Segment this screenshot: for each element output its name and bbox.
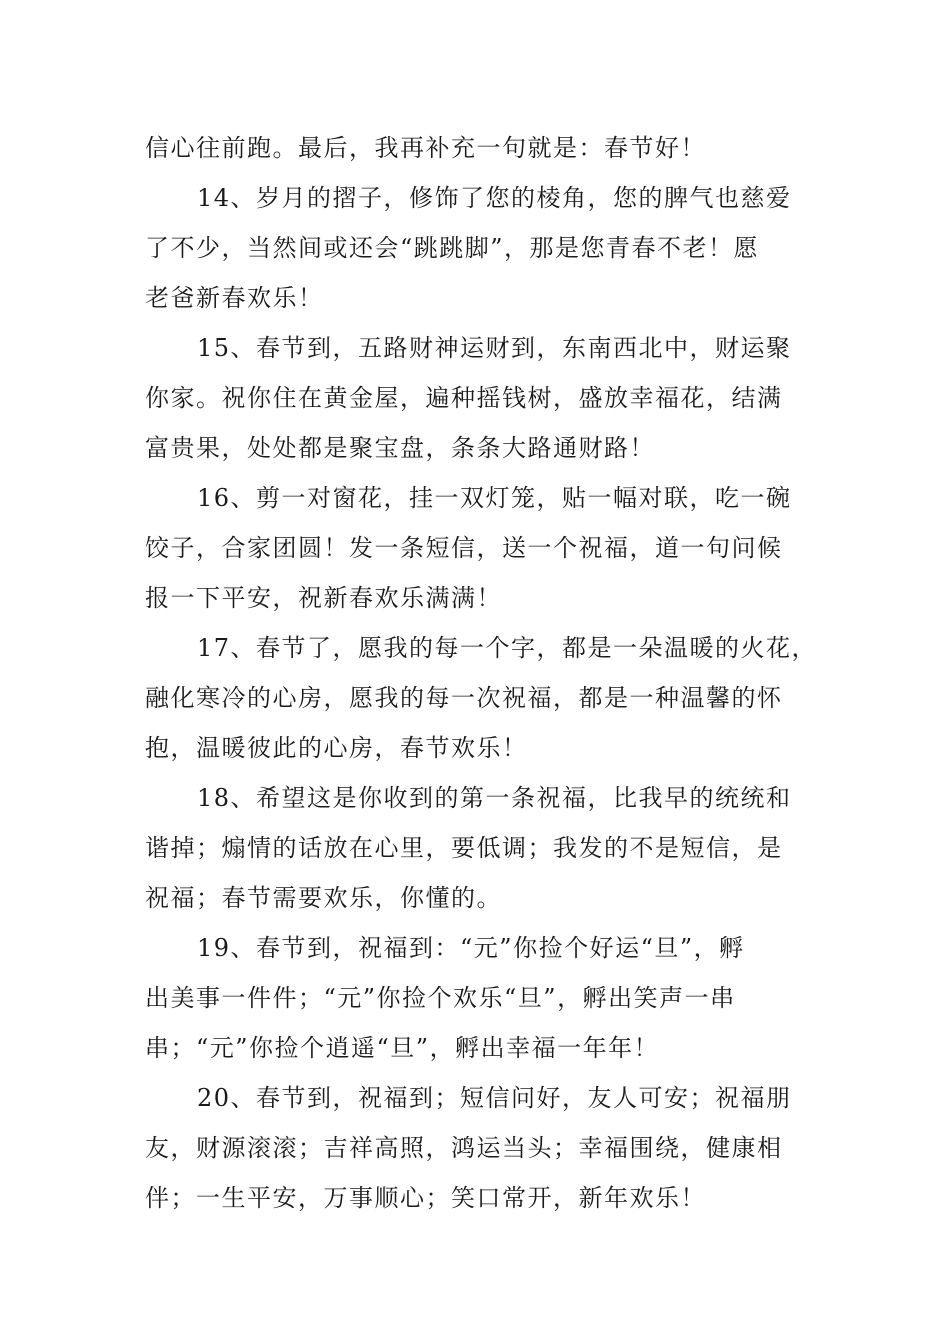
paragraph-16-line-2: 饺子，合家团圆！发一条短信，送一个祝福，道一句问候 — [145, 534, 783, 562]
paragraph-18-line-1: 18、希望这是你收到的第一条祝福，比我早的统统和 — [197, 784, 792, 812]
paragraph-17-line-3: 抱，温暖彼此的心房，春节欢乐！ — [145, 734, 528, 762]
paragraph-19-line-3: 串；“元”你捡个逍遥“旦”，孵出幸福一年年！ — [145, 1034, 660, 1062]
paragraph-15-line-2: 你家。祝你住在黄金屋，遍种摇钱树，盛放幸福花，结满 — [145, 384, 783, 412]
paragraph-17-line-2: 融化寒冷的心房，愿我的每一次祝福，都是一种温馨的怀 — [145, 684, 783, 712]
paragraph-15-line-3: 富贵果，处处都是聚宝盘，条条大路通财路！ — [145, 434, 655, 462]
paragraph-20-line-3: 伴；一生平安，万事顺心；笑口常开，新年欢乐！ — [145, 1184, 706, 1212]
paragraph-20-line-1: 20、春节到，祝福到；短信问好，友人可安；祝福朋 — [197, 1084, 792, 1112]
paragraph-17-line-1: 17、春节了，愿我的每一个字，都是一朵温暖的火花， — [197, 634, 818, 662]
paragraph-14-line-2: 了不少，当然间或还会“跳跳脚”，那是您青春不老！愿 — [145, 234, 760, 262]
paragraph-14-line-3: 老爸新春欢乐！ — [145, 284, 324, 312]
paragraph-19-line-2: 出美事一件件；“元”你捡个欢乐“旦”，孵出笑声一串 — [145, 984, 736, 1012]
paragraph-16-line-3: 报一下平安，祝新春欢乐满满！ — [145, 584, 502, 612]
paragraph-18-line-2: 谐掉；煽情的话放在心里，要低调；我发的不是短信，是 — [145, 834, 783, 862]
paragraph-19-line-1: 19、春节到，祝福到：“元”你捡个好运“旦”，孵 — [197, 934, 745, 962]
paragraph-14-line-1: 14、岁月的摺子，修饰了您的棱角，您的脾气也慈爱 — [197, 184, 792, 212]
paragraph-18-line-3: 祝福；春节需要欢乐，你懂的。 — [145, 884, 502, 912]
paragraph-20-line-2: 友，财源滚滚；吉祥高照，鸿运当头；幸福围绕，健康相 — [145, 1134, 783, 1162]
text-line: 信心往前跑。最后，我再补充一句就是：春节好！ — [145, 134, 706, 162]
paragraph-15-line-1: 15、春节到，五路财神运财到，东南西北中，财运聚 — [197, 334, 792, 362]
paragraph-16-line-1: 16、剪一对窗花，挂一双灯笼，贴一幅对联，吃一碗 — [197, 484, 792, 512]
